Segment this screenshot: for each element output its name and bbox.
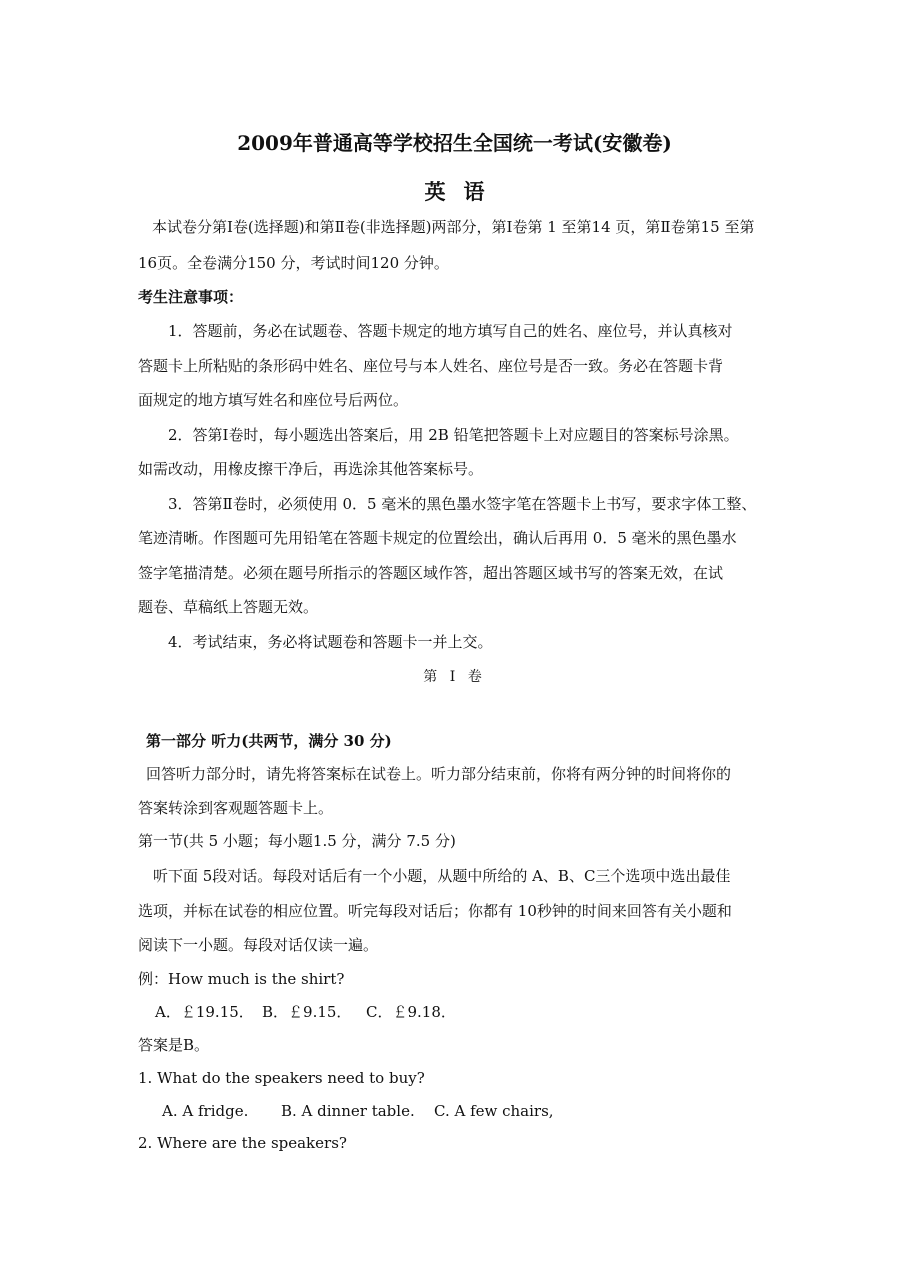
- question-1: 1. What do the speakers need to buy?: [138, 1069, 425, 1087]
- notice-line: 面规定的地方填写姓名和座位号后两位。: [138, 391, 409, 409]
- section1-heading: 第一节(共 5 小题；每小题1.5 分，满分 7.5 分): [138, 832, 456, 850]
- section1-intro-line: 听下面 5段对话。每段对话后有一个小题，从题中所给的 A、B、C三个选项中选出最佳: [153, 867, 731, 885]
- example-option-a: A．￡19.15．: [155, 1003, 254, 1021]
- section1-intro-line: 阅读下一小题。每段对话仅读一遍。: [138, 936, 379, 954]
- part1-intro-line: 答案转涂到客观题答题卡上。: [138, 799, 334, 817]
- volume-heading: 第 I 卷: [423, 669, 486, 685]
- example-answer: 答案是B。: [138, 1036, 210, 1054]
- exam-title: 2009年普通高等学校招生全国统一考试(安徽卷): [237, 131, 672, 155]
- notice-line: 3．答第Ⅱ卷时，必须使用 0．5 毫米的黑色墨水签字笔在答题卡上书写，要求字体工整、: [168, 495, 757, 513]
- part1-heading: 第一部分 听力(共两节，满分 30 分): [146, 732, 392, 750]
- intro-line-1: 本试卷分第Ⅰ卷(选择题)和第Ⅱ卷(非选择题)两部分，第Ⅰ卷第 1 至第14 页，第Ⅱ卷第15 至第: [152, 218, 755, 236]
- q1-option-b: B. A dinner table.: [281, 1102, 415, 1120]
- q1-option-c: C. A few chairs,: [434, 1102, 554, 1120]
- section1-intro-line: 选项，并标在试卷的相应位置。听完每段对话后；你都有 10秒钟的时间来回答有关小题和: [138, 902, 732, 920]
- notice-line: 1．答题前，务必在试题卷、答题卡规定的地方填写自己的姓名、座位号，并认真核对: [168, 322, 733, 340]
- notice-line: 题卷、草稿纸上答题无效。: [138, 598, 319, 616]
- notice-heading: 考生注意事项：: [138, 288, 244, 306]
- part1-intro-line: 回答听力部分时，请先将答案标在试卷上。听力部分结束前，你将有两分钟的时间将你的: [146, 765, 732, 783]
- intro-line-2: 16页。全卷满分150 分，考试时间120 分钟。: [138, 254, 449, 272]
- notice-line: 答题卡上所粘贴的条形码中姓名、座位号与本人姓名、座位号是否一致。务必在答题卡背: [138, 357, 724, 375]
- example-option-b: B．￡9.15．: [262, 1003, 352, 1021]
- notice-line: 2．答第Ⅰ卷时，每小题选出答案后，用 2B 铅笔把答题卡上对应题目的答案标号涂黑。: [168, 426, 739, 444]
- example-question: 例：How much is the shirt?: [138, 970, 345, 988]
- notice-line: 签字笔描清楚。必须在题号所指示的答题区域作答，超出答题区域书写的答案无效，在试: [138, 564, 724, 582]
- notice-line: 4．考试结束，务必将试题卷和答题卡一并上交。: [168, 633, 493, 651]
- q1-option-a: A. A fridge.: [162, 1102, 249, 1120]
- question-2: 2. Where are the speakers?: [138, 1134, 347, 1152]
- notice-line: 如需改动，用橡皮擦干净后，再选涂其他答案标号。: [138, 460, 484, 478]
- notice-line: 笔迹清晰。作图题可先用铅笔在答题卡规定的位置绘出，确认后再用 0．5 毫米的黑色墨水: [138, 529, 737, 547]
- example-option-c: C．￡9.18．: [366, 1003, 456, 1021]
- subject-heading: 英语: [424, 179, 503, 204]
